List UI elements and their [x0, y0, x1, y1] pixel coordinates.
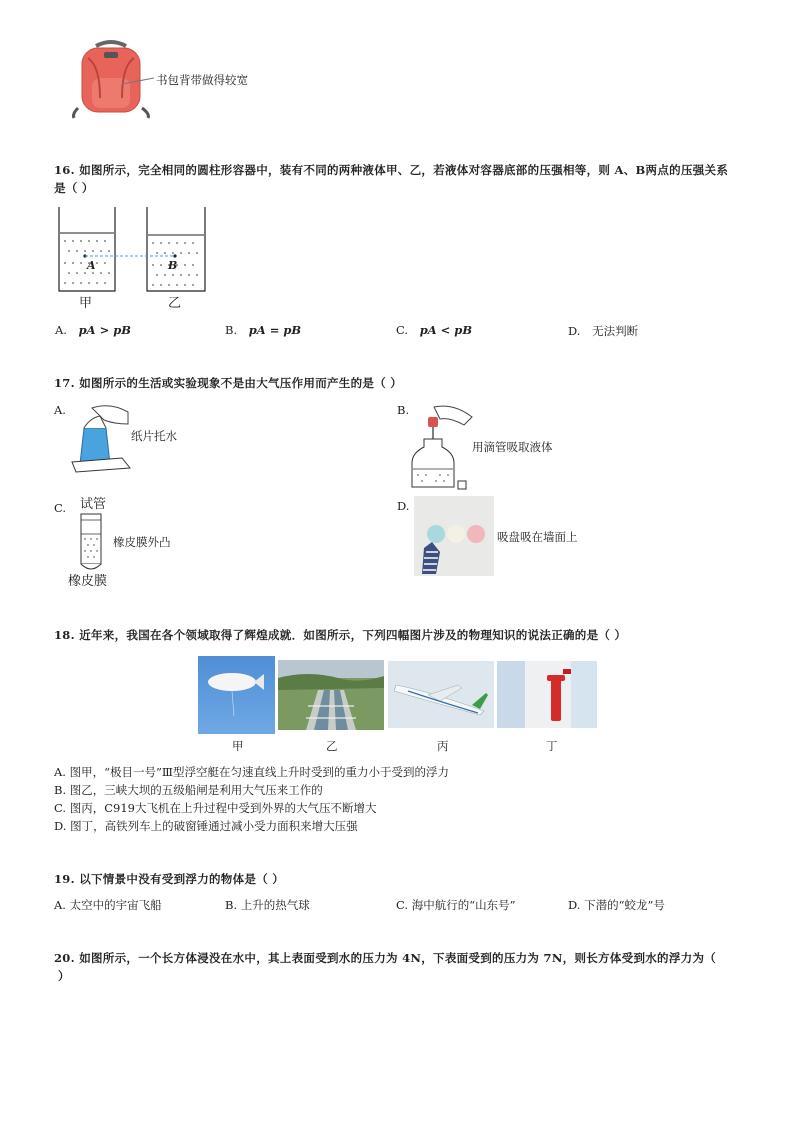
q16-option-b[interactable]: [225, 323, 301, 337]
container-jia-label: 甲: [79, 296, 93, 311]
dam-locks-photo: [278, 660, 384, 730]
option-text: pA > pB: [78, 323, 131, 337]
q18-option-b[interactable]: B. 图乙，三峡大坝的五级船闸是利用大气压来工作的: [54, 783, 323, 797]
q19-option-a[interactable]: A. 太空中的宇宙飞船: [54, 898, 162, 912]
backpack-caption: 书包背带做得较宽: [156, 73, 248, 87]
q17-option-a-caption: 纸片托水: [131, 429, 177, 443]
option-letter: A.: [55, 323, 67, 337]
q16-title-line2: 是（ ）: [54, 181, 94, 195]
image-label-jia: 甲: [232, 739, 244, 753]
q17-option-a-letter[interactable]: A.: [54, 403, 66, 417]
point-b-label: B: [168, 259, 178, 272]
q16-title-line1: 16. 如图所示，完全相同的圆柱形容器中，装有不同的两种液体甲、乙，若液体对容器底部的压强相等，则 A、B两点的压强关系: [54, 163, 729, 177]
option-letter: B.: [225, 323, 238, 337]
q18-title: 18. 近年来，我国在各个领域取得了辉煌成就．如图所示，下列四幅图片涉及的物理知识的说法正确的是（ ）: [54, 628, 627, 642]
q16-containers-figure: [55, 205, 215, 295]
q17-option-c-caption: 橡皮膜外凸: [113, 535, 171, 549]
test-tube-figure: [76, 512, 106, 576]
q19-option-c[interactable]: C. 海中航行的“山东号”: [396, 898, 516, 912]
q17-title: 17. 如图所示的生活或实验现象不是由大气压作用而产生的是（ ）: [54, 376, 403, 390]
container-yi-label: 乙: [168, 296, 182, 311]
image-label-yi: 乙: [326, 739, 338, 753]
option-letter: D.: [568, 324, 581, 338]
q17-option-d-caption: 吸盘吸在墙面上: [497, 530, 578, 544]
q17-option-c-letter[interactable]: C.: [54, 501, 67, 515]
option-text: pA < pB: [419, 323, 473, 337]
option-letter: C.: [396, 323, 409, 337]
q17-option-b-caption: 用滴管吸取液体: [472, 440, 553, 454]
q16-option-c[interactable]: [396, 323, 472, 337]
q19-option-b[interactable]: B. 上升的热气球: [225, 898, 310, 912]
q20-title-line1: 20. 如图所示，一个长方体浸没在水中，其上表面受到水的压力为 4N，下表面受到的压力为 7N，则长方体受到水的浮力为（: [54, 951, 717, 965]
test-tube-label: 试管: [80, 497, 107, 512]
q20-title-line2: ）: [58, 969, 70, 983]
q18-option-a[interactable]: A. 图甲，“极目一号”Ⅲ型浮空艇在匀速直线上升时受到的重力小于受到的浮力: [54, 765, 449, 779]
dropper-bottle-figure: [410, 403, 480, 495]
option-text: 无法判断: [592, 324, 639, 338]
suction-cup-photo: [414, 496, 494, 576]
q18-option-d[interactable]: D. 图丁，高铁列车上的破窗锤通过减小受力面积来增大压强: [54, 819, 358, 833]
q19-title: 19. 以下情景中没有受到浮力的物体是（ ）: [54, 872, 285, 886]
image-label-bing: 丙: [437, 739, 449, 753]
train-hammer-photo: [497, 661, 597, 728]
backpack-figure: [66, 38, 156, 122]
cup-paper-figure: [70, 402, 132, 474]
image-label-ding: 丁: [546, 739, 558, 753]
q19-option-d[interactable]: D. 下潜的“蛟龙”号: [568, 898, 665, 912]
q18-option-c[interactable]: C. 图丙，C919大飞机在上升过程中受到外界的大气压不断增大: [54, 801, 377, 815]
c919-plane-photo: [388, 661, 494, 728]
q16-option-a[interactable]: [55, 323, 131, 337]
airship-photo: [198, 656, 275, 734]
q16-option-d[interactable]: [568, 323, 638, 339]
q17-option-b-letter[interactable]: B.: [397, 403, 410, 417]
option-text: pA = pB: [248, 323, 302, 337]
point-a-label: A: [87, 259, 96, 272]
q17-option-d-letter[interactable]: D.: [397, 499, 410, 513]
rubber-film-label: 橡皮膜: [68, 574, 108, 589]
backpack-illustration: [66, 38, 156, 122]
